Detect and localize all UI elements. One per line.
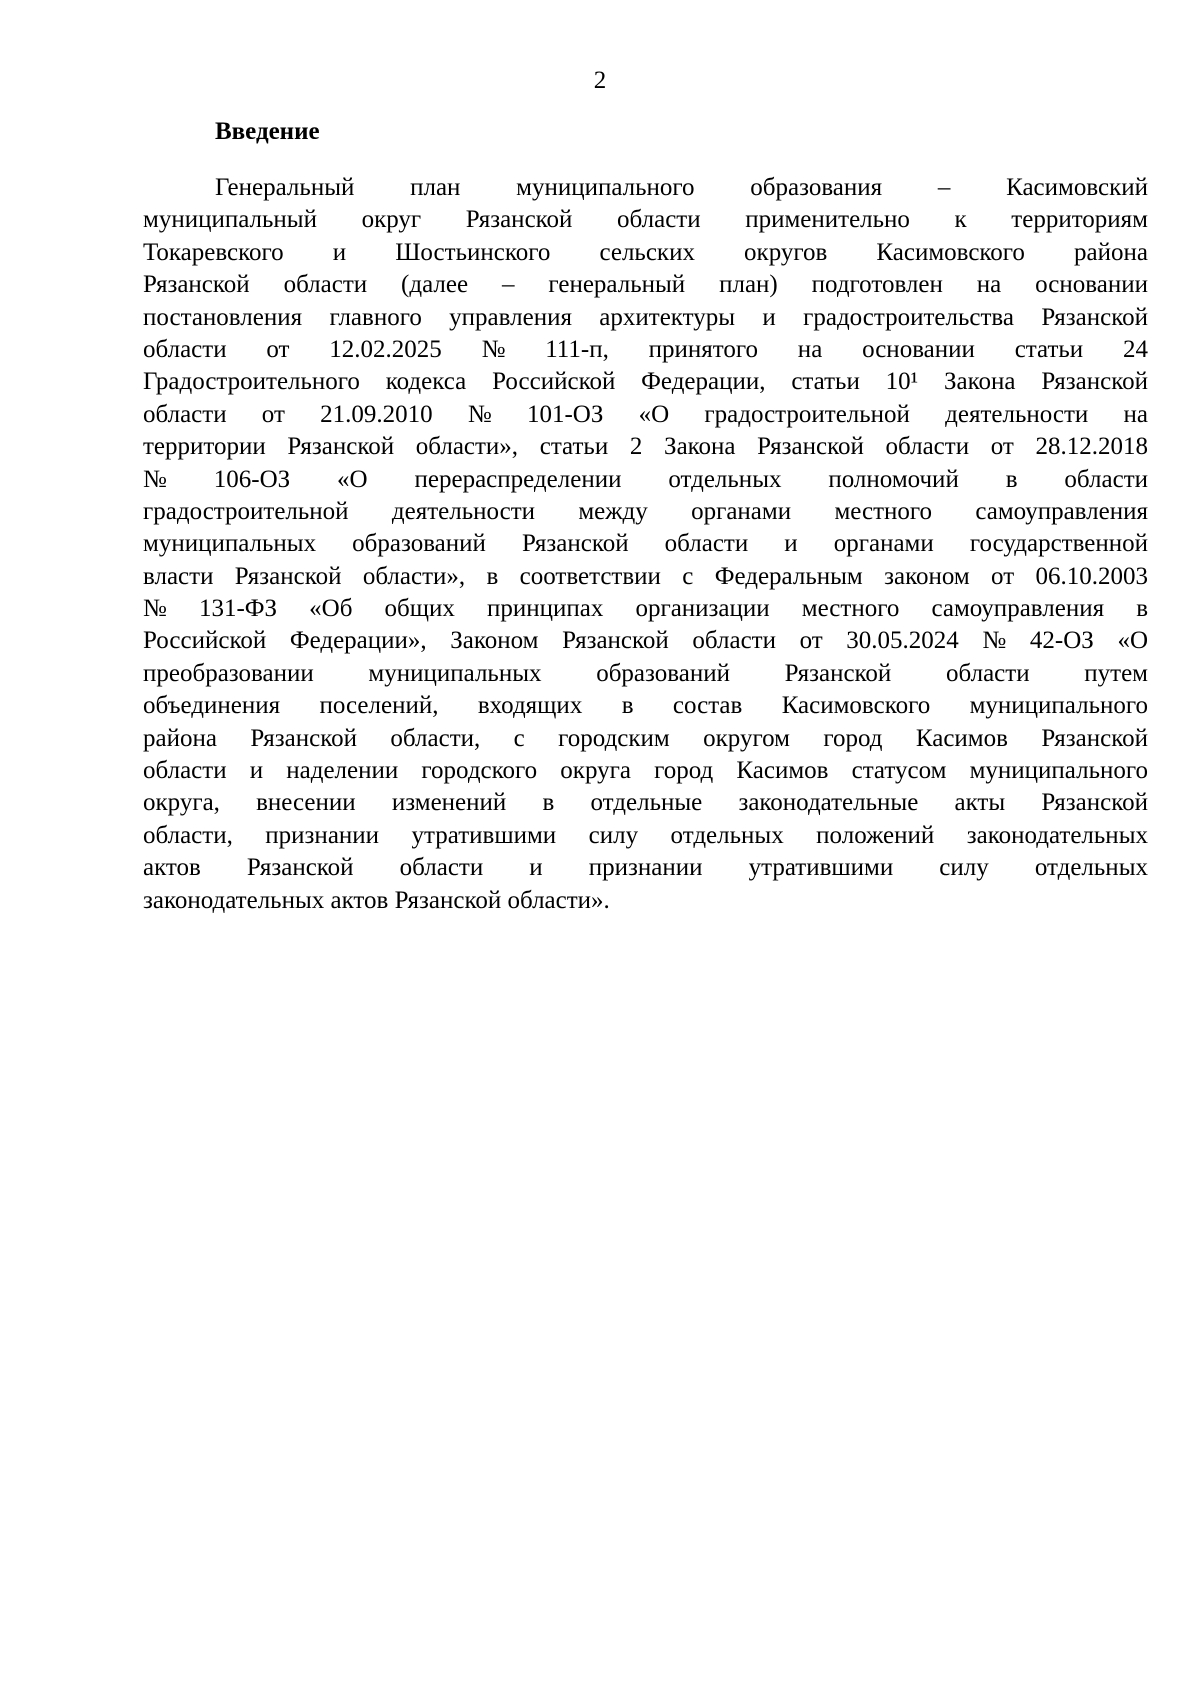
body-paragraph xyxy=(143,172,1148,917)
paragraph-line: Российской Федерации», Законом Рязанской области от 30.05.2024 № 42-ОЗ «О xyxy=(143,627,1148,655)
paragraph-line: преобразовании муниципальных образований Рязанской области путем xyxy=(143,659,1148,687)
paragraph-line: Градостроительного кодекса Российской Федерации, статьи 10¹ Закона Рязанской xyxy=(143,368,1148,396)
paragraph-line: муниципальный округ Рязанской области применительно к территориям xyxy=(143,206,1148,234)
paragraph-line: Токаревского и Шостьинского сельских округов Касимовского района xyxy=(143,238,1148,266)
paragraph-line: Генеральный план муниципального образования – Касимовский xyxy=(215,174,1148,201)
paragraph-line: градостроительной деятельности между органами местного самоуправления xyxy=(143,497,1148,525)
paragraph-line: области от 21.09.2010 № 101-ОЗ «О градостроительной деятельности на xyxy=(143,400,1148,428)
paragraph-line: области и наделении городского округа город Касимов статусом муниципального xyxy=(143,757,1148,785)
paragraph-line: округа, внесении изменений в отдельные законодательные акты Рязанской xyxy=(143,789,1148,817)
paragraph-line: актов Рязанской области и признании утратившими силу отдельных xyxy=(143,854,1148,882)
paragraph-line: Рязанской области (далее – генеральный план) подготовлен на основании xyxy=(143,271,1148,299)
paragraph-line: района Рязанской области, с городским округом город Касимов Рязанской xyxy=(143,724,1148,752)
page-number: 2 xyxy=(593,67,607,94)
paragraph-line: № 131-ФЗ «Об общих принципах организации местного самоуправления в xyxy=(143,595,1148,623)
section-heading: Введение xyxy=(215,118,320,145)
paragraph-line: территории Рязанской области», статьи 2 Закона Рязанской области от 28.12.2018 xyxy=(143,433,1148,461)
paragraph-line: власти Рязанской области», в соответствии с Федеральным законом от 06.10.2003 xyxy=(143,562,1148,590)
paragraph-line: законодательных актов Рязанской области». xyxy=(143,886,610,914)
paragraph-line: области от 12.02.2025 № 111-п, принятого на основании статьи 24 xyxy=(143,335,1148,363)
paragraph-line: муниципальных образований Рязанской области и органами государственной xyxy=(143,530,1148,558)
paragraph-line: № 106-ОЗ «О перераспределении отдельных полномочий в области xyxy=(143,465,1148,493)
paragraph-line: постановления главного управления архитектуры и градостроительства Рязанской xyxy=(143,303,1148,331)
paragraph-line: объединения поселений, входящих в состав Касимовского муниципального xyxy=(143,692,1148,720)
paragraph-line: области, признании утратившими силу отдельных положений законодательных xyxy=(143,821,1148,849)
